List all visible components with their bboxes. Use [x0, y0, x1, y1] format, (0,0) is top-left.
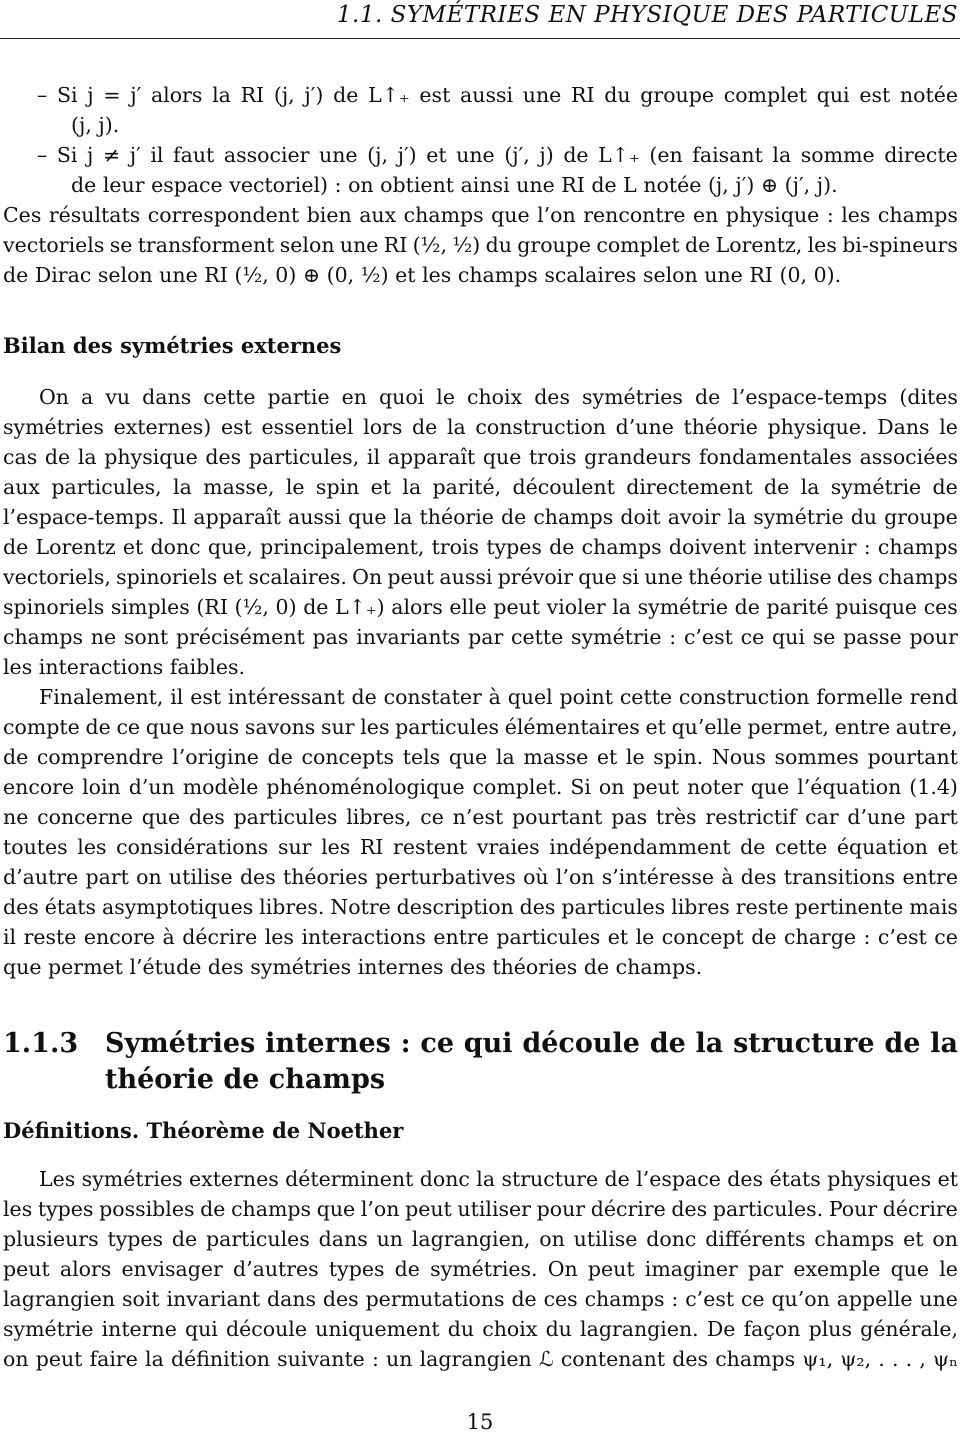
- bilan-par2-line: que permet l’étude des symétries internes des théories de champs.: [3, 955, 703, 979]
- section-title-line-1: Symétries internes : ce qui découle de la structure de la: [105, 1028, 958, 1059]
- noether-par-line: symétrie interne qui découle uniquement du choix du lagrangien. De façon plus générale,: [3, 1317, 958, 1341]
- bilan-par2-line: il reste encore à décrire les interactions entre particules et le concept de charge : c’est ce: [3, 925, 958, 949]
- top-block-line: vectoriels se transforment selon une RI (½, ½) du groupe complet de Lorentz, les bi-spineurs: [3, 233, 958, 257]
- bilan-par1-line: spinoriels simples (RI (½, 0) de L↑₊) alors elle peut violer la symétrie de parité puisque ces: [3, 595, 958, 619]
- bilan-paragraph-1: [3, 382, 958, 682]
- top-block-line: – Si j ≠ j′ il faut associer une (j, j′) et une (j′, j) de L↑₊ (en faisant la somme directe: [37, 143, 958, 167]
- bilan-par1-line: champs ne sont précisément pas invariants par cette symétrie : c’est ce qui se passe pour: [3, 625, 958, 649]
- bilan-par2-line: toutes les considérations sur les RI restent vraies indépendamment de cette équation et: [3, 835, 958, 859]
- top-block-line: (j, j).: [71, 113, 120, 137]
- bilan-par1-line: aux particules, la masse, le spin et la parité, découlent directement de la symétrie de: [3, 475, 958, 499]
- bilan-par2-line: ne concerne que des particules libres, ce n’est pourtant pas très restrictif car d’une part: [3, 805, 958, 829]
- noether-par-line: peut alors envisager d’autres types de symétries. On peut imaginer par exemple que le: [3, 1257, 958, 1281]
- top-block-line: de Dirac selon une RI (½, 0) ⊕ (0, ½) et les champs scalaires selon une RI (0, 0).: [3, 263, 842, 287]
- bilan-par2-line: des états asymptotiques libres. Notre description des particules libres reste pertinente mais: [3, 895, 958, 919]
- section-title-line-2: théorie de champs: [105, 1064, 386, 1095]
- bilan-par2-line: encore loin d’un modèle phénoménologique complet. Si on peut noter que l’équation (1.4): [3, 775, 958, 799]
- bilan-par1-line: vectoriels, spinoriels et scalaires. On peut aussi prévoir que si une théorie utilise des champs: [3, 565, 958, 589]
- noether-par-line: Les symétries externes déterminent donc la structure de l’espace des états physiques et: [39, 1167, 958, 1191]
- bilan-heading: Bilan des symétries externes: [3, 333, 342, 358]
- bilan-par1-line: symétries externes) est essentiel lors de la construction d’une théorie physique. Dans le: [3, 415, 958, 439]
- bilan-paragraph-2: [3, 682, 958, 982]
- bilan-par1-line: de Lorentz et donc que, principalement, trois types de champs doivent intervenir : champs: [3, 535, 958, 559]
- page-number: 15: [466, 1410, 494, 1434]
- noether-par-line: lagrangien soit invariant dans des permutations de ces champs : c’est ce qu’on appelle une: [3, 1287, 958, 1311]
- bilan-par2-line: Finalement, il est intéressant de constater à quel point cette construction formelle rend: [39, 685, 958, 709]
- bilan-par2-line: de comprendre l’origine de concepts tels que la masse et le spin. Nous sommes pourtant: [3, 745, 958, 769]
- bilan-par2-line: d’autre part on utilise des théories perturbatives où l’on s’intéresse à des transitions entre: [3, 865, 958, 889]
- top-block-line: – Si j = j′ alors la RI (j, j′) de L↑₊ est aussi une RI du groupe complet qui est notée: [37, 83, 958, 107]
- bilan-par2-line: compte de ce que nous savons sur les particules élémentaires et qu’elle permet, entre autre,: [3, 715, 958, 739]
- noether-paragraph: [3, 1164, 958, 1374]
- bilan-par1-line: les interactions faibles.: [3, 655, 246, 679]
- top-block: [3, 80, 958, 290]
- bilan-par1-line: l’espace-temps. Il apparaît aussi que la théorie de champs doit avoir la symétrie du groupe: [3, 505, 958, 529]
- section-number: 1.1.3: [3, 1028, 79, 1059]
- noether-par-line: on peut faire la définition suivante : un lagrangien ℒ contenant des champs ψ₁, ψ₂, . . . , ψₙ: [3, 1347, 958, 1371]
- top-block-line: de leur espace vectoriel) : on obtient ainsi une RI de L notée (j, j′) ⊕ (j′, j).: [71, 173, 838, 197]
- running-head: 1.1. SYMÉTRIES EN PHYSIQUE DES PARTICULES: [336, 2, 958, 28]
- top-block-line: Ces résultats correspondent bien aux champs que l’on rencontre en physique : les champs: [3, 203, 958, 227]
- bilan-par1-line: On a vu dans cette partie en quoi le choix des symétries de l’espace-temps (dites: [39, 385, 958, 409]
- noether-par-line: plusieurs types de particules dans un lagrangien, on utilise donc différents champs et on: [3, 1227, 958, 1251]
- bilan-par1-line: cas de la physique des particules, il apparaît que trois grandeurs fondamentales associées: [3, 445, 958, 469]
- subsection-heading: Définitions. Théorème de Noether: [3, 1118, 404, 1143]
- noether-par-line: les types possibles de champs que l’on peut utiliser pour décrire des particules. Pour décrire: [3, 1197, 958, 1221]
- header-rule: [0, 38, 960, 39]
